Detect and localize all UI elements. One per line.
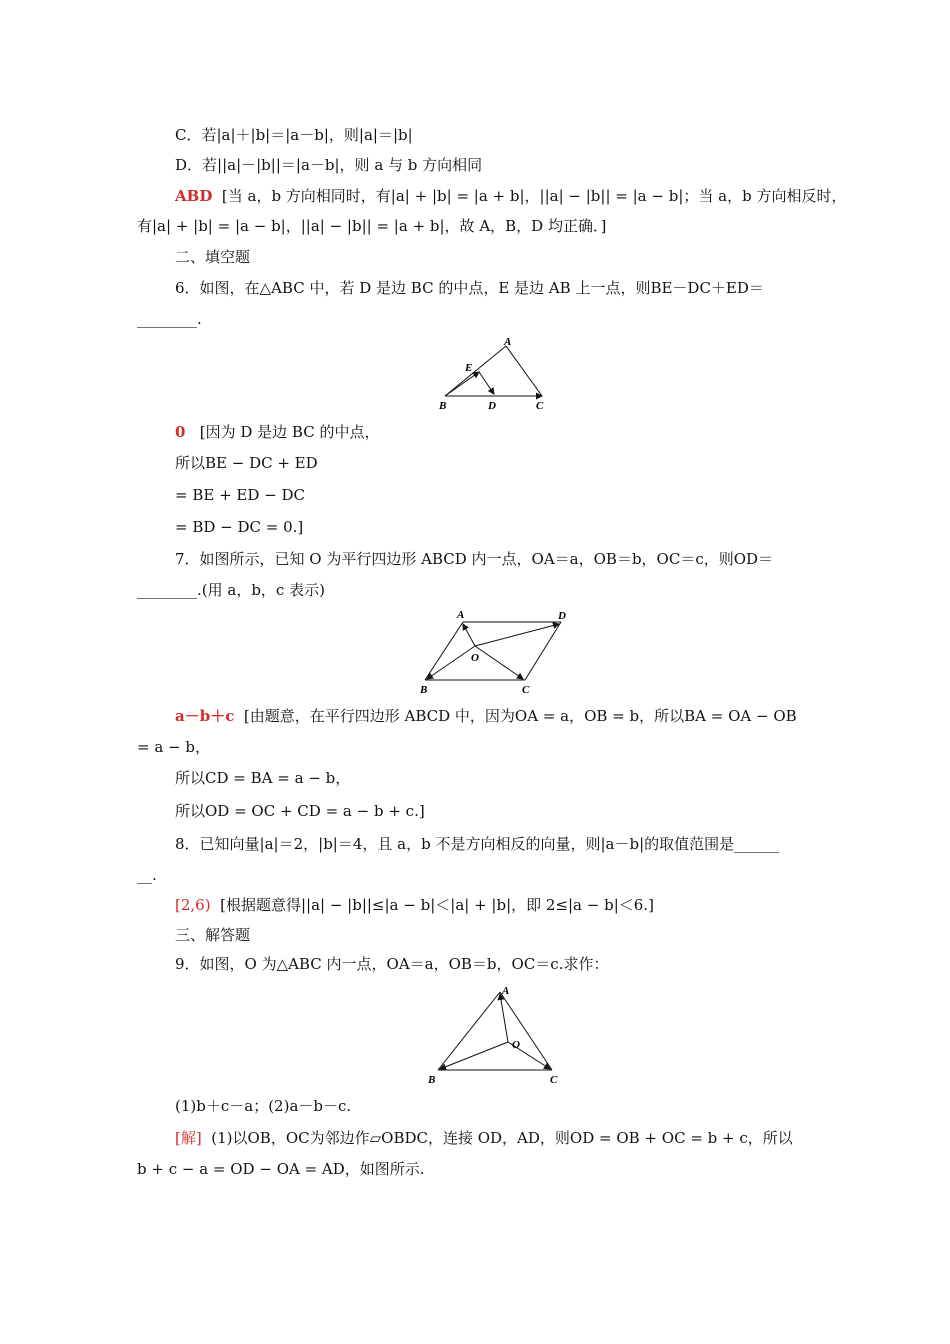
answer-6 xyxy=(175,422,379,442)
section-fill-blank: 二、填空题 xyxy=(175,248,251,266)
figure-parallelogram-abcd xyxy=(415,606,575,698)
question-7-blank: ________.(用 a，b，c 表示) xyxy=(137,581,325,599)
answer-6-text: [因为 D 是边 BC 的中点， xyxy=(199,423,380,441)
answer-7-tag: a－b＋c xyxy=(175,707,235,725)
figure-triangle-abc-de xyxy=(436,335,556,413)
answer-7-step2: 所以OD = OC + CD = a − b + c.] xyxy=(175,802,425,820)
solution-9-cont: b + c − a = OD − OA = AD，如图所示. xyxy=(137,1160,425,1178)
solution-tag: [解] xyxy=(175,1129,202,1147)
question-8: 8．已知向量|a|＝2，|b|＝4，且 a，b 不是方向相反的向量，则|a－b|的取值范围是______ xyxy=(175,835,780,853)
label-a: A xyxy=(502,985,510,997)
answer-6-step3: = BD − DC = 0.] xyxy=(175,518,304,536)
solution-9 xyxy=(175,1128,793,1148)
question-6: 6．如图，在△ABC 中，若 D 是边 BC 的中点，E 是边 AB 上一点，则BE－DC＋ED＝ xyxy=(175,279,764,297)
answer-7-text: [由题意，在平行四边形 ABCD 中，因为OA = a，OB = b，所以BA = OA − OB xyxy=(243,707,797,725)
label-c: C xyxy=(550,1074,558,1086)
answer-6-tag: 0 xyxy=(175,423,186,441)
solution-text: (1)以OB，OC为邻边作▱OBDC，连接 OD，AD，则OD = OB + OC = b + c，所以 xyxy=(211,1129,793,1147)
answer-6-step1: 所以BE − DC + ED xyxy=(175,454,318,472)
label-e: E xyxy=(465,362,473,374)
question-6-blank: ________. xyxy=(137,310,202,328)
answer-5-text: [当 a，b 方向相同时，有|a| + |b| = |a + b|，||a| − |b|| = |a − b|；当 a，b 方向相反时， xyxy=(221,187,847,205)
label-d: D xyxy=(488,400,496,412)
label-o: O xyxy=(512,1039,520,1051)
label-b: B xyxy=(420,684,428,696)
answer-8-text: [根据题意得||a| − |b||≤|a − b|＜|a| + |b|，即 2≤|a − b|＜6.] xyxy=(220,896,654,914)
answer-7-step1: 所以CD = BA = a − b， xyxy=(175,769,351,787)
answer-5-tag: ABD xyxy=(175,187,213,205)
label-b: B xyxy=(439,400,447,412)
section-answer-questions: 三、解答题 xyxy=(175,926,251,944)
question-9: 9．如图，O 为△ABC 内一点，OA＝a，OB＝b，OC＝c.求作： xyxy=(175,955,609,973)
option-d: D．若||a|－|b||＝|a－b|，则 a 与 b 方向相同 xyxy=(175,156,483,174)
answer-8-tag: [2,6) xyxy=(175,896,211,914)
label-d: D xyxy=(558,610,566,622)
label-c: C xyxy=(536,400,544,412)
option-c: C．若|a|＋|b|＝|a－b|，则|a|＝|b| xyxy=(175,126,413,144)
answer-6-step2: = BE + ED − DC xyxy=(175,486,305,504)
answer-7-cont: = a − b， xyxy=(137,738,210,756)
answer-5 xyxy=(175,186,846,206)
question-9-parts: (1)b＋c－a；(2)a－b－c. xyxy=(175,1097,352,1115)
answer-8 xyxy=(175,895,654,915)
figure-triangle-abc-o xyxy=(424,982,564,1088)
label-o: O xyxy=(471,652,479,664)
label-b: B xyxy=(428,1074,436,1086)
label-a: A xyxy=(504,336,512,348)
answer-5-cont: 有|a| + |b| = |a − b|，||a| − |b|| = |a + b|，故 A，B，D 均正确．] xyxy=(137,217,607,235)
question-7: 7．如图所示，已知 O 为平行四边形 ABCD 内一点，OA＝a，OB＝b，OC＝c，则OD＝ xyxy=(175,550,774,568)
label-a: A xyxy=(457,609,465,621)
label-c: C xyxy=(522,684,530,696)
answer-7 xyxy=(175,706,797,726)
question-8-blank: __. xyxy=(137,866,157,884)
